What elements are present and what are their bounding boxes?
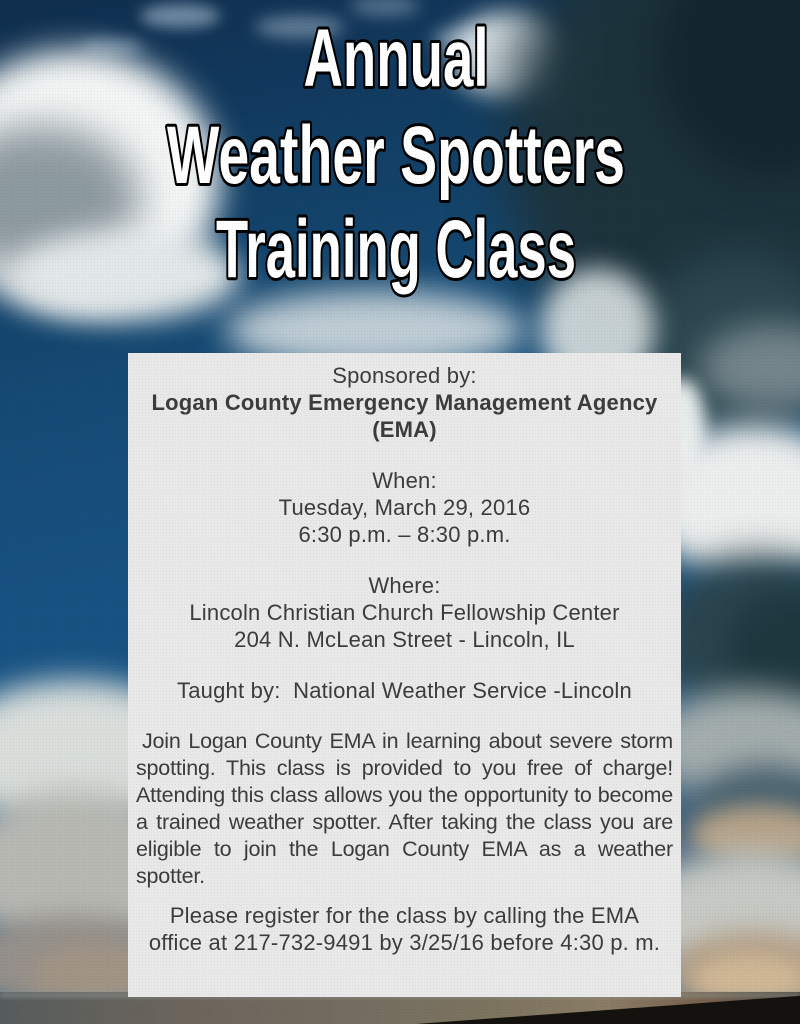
- where-address: 204 N. McLean Street - Lincoln, IL: [234, 627, 575, 652]
- sponsored-section: [136, 362, 673, 443]
- sponsored-label: Sponsored by:: [332, 363, 477, 388]
- sponsor-org-abbr: (EMA): [372, 417, 437, 442]
- description-paragraph: Join Logan County EMA in learning about severe storm spotting. This class is provided to you free of charge! Attending this class allows you the opportunity to become a trained weather spotter. After taking the class you are eligible to join the Logan County EMA as a weather spotter.: [136, 729, 673, 888]
- title-line-3: Training Class: [216, 204, 576, 295]
- register-line-2: office at 217-732-9491 by 3/25/16 before 4:30 p. m.: [148, 930, 661, 955]
- when-section: [136, 467, 673, 548]
- where-section: [136, 572, 673, 653]
- taught-by-section: [136, 677, 673, 704]
- sponsor-org: Logan County Emergency Management Agency: [151, 390, 658, 415]
- register-section: [136, 902, 673, 956]
- where-venue: Lincoln Christian Church Fellowship Center: [189, 600, 620, 625]
- where-label: Where:: [368, 573, 441, 598]
- when-date: Tuesday, March 29, 2016: [278, 495, 531, 520]
- taught-by: Taught by: National Weather Service -Lincoln: [177, 678, 632, 703]
- register-line-1: Please register for the class by calling the EMA: [169, 903, 640, 928]
- title-line-2: Weather Spotters: [167, 110, 625, 201]
- when-label: When:: [372, 468, 437, 493]
- when-time: 6:30 p.m. – 8:30 p.m.: [298, 522, 511, 547]
- flyer-title: [0, 0, 800, 320]
- title-line-1: Annual: [303, 13, 489, 104]
- info-panel: [128, 353, 681, 997]
